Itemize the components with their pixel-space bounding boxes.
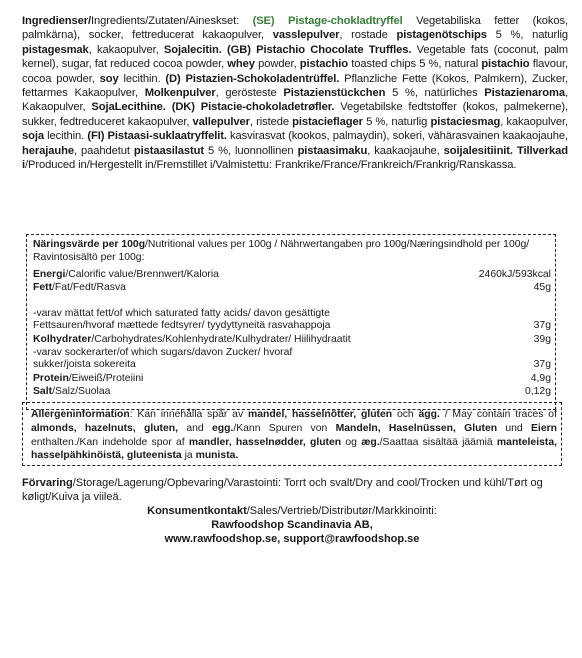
body-text: und	[497, 422, 531, 434]
nutrition-row-saturated-fat	[33, 295, 551, 333]
emphasis-text: herajauhe	[22, 144, 74, 157]
nutrient-label: -varav mättat fett/of which saturated fatty acids/ davon gesättigte Fettsauren/hvoraf mættede fedtsyrer/ tyydyttyneitä rasvahappoja	[33, 307, 331, 332]
body-text: lecithin.	[118, 72, 166, 85]
body-text: Vegetable fats (coconut, palm kernel), sugar, fat reduced cocoa powder,	[22, 43, 569, 71]
body-text: and	[178, 422, 212, 434]
nutrition-header-rest: /Nutritional values per 100g / Nährwertangaben pro 100g/Næringsindhold per 100g/ Ravintosisältö per 100g:	[33, 239, 530, 263]
body-text: toasted chips 5 %, natural	[348, 58, 482, 71]
nutrient-value: 2460kJ/593kcal	[478, 269, 551, 280]
emphasis-text: soijalesitiinit. Tillverkad i	[22, 144, 568, 172]
emphasis-text: munista.	[195, 450, 239, 462]
body-text: kasvirasvat (kookos, palmaydin), sokeri, vähärasvainen kaakaojauhe,	[226, 130, 568, 143]
emphasis-text: Mandeln, Haselnüssen, Gluten	[335, 422, 498, 434]
body-text: ja	[181, 450, 196, 462]
nutrition-header	[33, 239, 533, 264]
body-text: , kakaopulver,	[88, 43, 164, 56]
body-text: , kakaopulver,	[500, 115, 569, 128]
nutrition-header-bold: Näringsvärde per 100g	[33, 239, 146, 250]
emphasis-text: (SE) Pistage-chokladtryffel	[252, 15, 403, 27]
allergen-box	[22, 402, 562, 466]
nutrition-row-sugars	[33, 347, 551, 372]
body-text: 5 %, luonnollinen	[203, 144, 298, 157]
body-text: enthalten./Kan indeholde spor af	[31, 436, 189, 448]
emphasis-text: pistachio	[481, 58, 530, 71]
company-name: Rawfoodshop Scandinavia AB,	[211, 519, 373, 532]
nutrient-value: 37g	[533, 320, 551, 332]
emphasis-text: pistacieflager	[292, 115, 363, 128]
body-text: /Produced in/Hergestellt in/Fremstillet i/Valmistettu: Frankrike/France/Frankreich/Frankrig/Ranskassa.	[25, 159, 517, 172]
emphasis-text: almonds, hazelnuts, gluten,	[31, 422, 179, 434]
emphasis-text: pistaasimaku	[297, 144, 368, 157]
nutrient-name: Fett	[33, 282, 53, 293]
storage-info	[22, 476, 562, 504]
allergen-text	[31, 408, 557, 463]
emphasis-text: (D) Pistazien-Schokoladentrüffel.	[165, 72, 340, 85]
body-text: , Kakaopulver,	[22, 87, 568, 114]
nutrient-label: /Carbohydrates/Kohlenhydrate/Kulhydrater/ Hiilihydraatit	[91, 334, 351, 345]
emphasis-text: vallepulver	[192, 115, 250, 128]
emphasis-text: æg.	[361, 436, 380, 448]
nutrient-label: -varav sockerarter/of which sugars/davon Zucker/ hvoraf sukker/joista sokereita	[33, 346, 293, 371]
nutrition-table	[26, 234, 556, 410]
nutrient-name: Energi	[33, 269, 66, 280]
body-text: /Kann Spuren von	[233, 422, 336, 434]
nutrient-label: /Salz/Suolaa	[52, 386, 111, 397]
body-text: Vegetabiliska fetter (kokos, palmkärna), socker, fettreducerat kakaopulver,	[22, 15, 568, 42]
nutrient-label: /Fat/Fedt/Rasva	[52, 282, 126, 293]
emphasis-text: Molkenpulver	[144, 87, 216, 100]
emphasis-text: (DK) Pistacie-chokoladetrøfler.	[165, 101, 335, 114]
body-text: , gerösteste	[215, 87, 284, 100]
body-text: , kaakaojauhe,	[367, 144, 444, 157]
body-text: , paahdetut	[73, 144, 134, 157]
nutrition-row-carbohydrates	[33, 334, 551, 347]
nutrient-name: Kolhydrater	[33, 334, 92, 345]
emphasis-text: pistaciesmag	[430, 115, 501, 128]
emphasis-text: pistagenötschips	[396, 29, 487, 42]
emphasis-text: Sojalecitin.	[163, 43, 222, 56]
emphasis-text: egg.	[211, 422, 234, 434]
web-email: www.rawfoodshop.se, support@rawfoodshop.se	[164, 533, 420, 546]
body-text: og	[341, 436, 362, 448]
emphasis-text: mandler, hasselnødder, gluten	[188, 436, 342, 448]
nutrient-value: 4,9g	[530, 373, 551, 384]
body-text: , ristede	[249, 115, 293, 128]
nutrient-value: 37g	[533, 359, 551, 371]
contact-heading	[22, 504, 562, 518]
emphasis-text: (FI) Pistaasi-suklaatryffelit.	[87, 130, 227, 143]
emphasis-text: pistaasilastut	[133, 144, 204, 157]
contact-label: Konsumentkontakt	[147, 505, 247, 517]
emphasis-text: (GB) Pistachio Chocolate Truffles.	[221, 43, 412, 56]
body-text: powder,	[254, 58, 300, 71]
contact-info	[22, 504, 562, 547]
storage-label: Förvaring	[22, 477, 73, 489]
body-text: Pflanzliche Fette (Kokos, Palmkern), Zucker, fettarmes Kakaopulver,	[22, 72, 568, 100]
nutrition-row-fat	[33, 282, 551, 295]
body-text: 5 %, naturlig	[486, 29, 568, 42]
nutrient-value: 45g	[533, 282, 551, 293]
body-text: 5 %, natürliches	[385, 87, 485, 100]
nutrient-value: 0,12g	[524, 386, 551, 397]
emphasis-text: whey	[227, 58, 255, 71]
nutrient-label: /Eiweiß/Proteiini	[68, 373, 144, 384]
nutrient-name: Protein	[33, 373, 69, 384]
nutrient-name: Salt	[33, 386, 53, 397]
emphasis-text: SojaLecithine.	[91, 101, 166, 114]
emphasis-text: Ingredienser/	[22, 15, 91, 27]
contact-roles: /Sales/Vertrieb/Distributør/Markkinointi:	[246, 505, 437, 517]
nutrition-row-energy	[33, 269, 551, 282]
emphasis-text: Allergeninformation	[31, 409, 130, 420]
nutrition-row-salt	[33, 386, 551, 399]
body-text: Ingredients/Zutaten/Aineskset:	[90, 15, 253, 27]
nutrition-row-protein	[33, 373, 551, 386]
nutrient-value: 39g	[533, 334, 551, 345]
emphasis-text: vasslepulver	[272, 29, 340, 42]
emphasis-text: soy	[99, 72, 119, 85]
emphasis-text: mandel, hasselnötter, gluten	[247, 409, 393, 420]
emphasis-text: soja	[22, 130, 44, 143]
body-text: Vegetabilske fedtstoffer (kokos, palmekerne), sukker, fedtreduceret kakaopulver,	[22, 101, 568, 128]
emphasis-text: pistachio	[299, 58, 348, 71]
emphasis-text: Pistazienstückchen	[283, 87, 386, 100]
body-text: flavour, cocoa powder,	[22, 58, 569, 85]
body-text: och	[392, 409, 419, 420]
body-text: : Kan innehålla spår av	[129, 409, 248, 420]
body-text: 5 %, naturlig	[362, 115, 431, 128]
emphasis-text: ägg.	[418, 409, 440, 420]
storage-text: /Storage/Lagerung/Opbevaring/Varastointi: Torrt och svalt/Dry and cool/Trocken und kühl/Tørt og køligt/Kuiva ja viileä.	[22, 477, 543, 504]
emphasis-text: pistagesmak	[22, 43, 89, 56]
body-text: /Saattaa sisältää jäämiä	[379, 436, 497, 448]
body-text: lecithin.	[44, 130, 88, 143]
emphasis-text: manteleista, hasselpähkinöistä, gluteenista	[31, 436, 557, 462]
emphasis-text: Eiern	[531, 422, 557, 434]
body-text: , rostade	[339, 29, 397, 42]
nutrient-label: /Calorific value/Brennwert/Kaloria	[65, 269, 219, 280]
ingredients-paragraph	[22, 14, 568, 172]
emphasis-text: Pistazienaroma	[484, 87, 565, 100]
body-text: / May contain traces of	[439, 409, 557, 420]
